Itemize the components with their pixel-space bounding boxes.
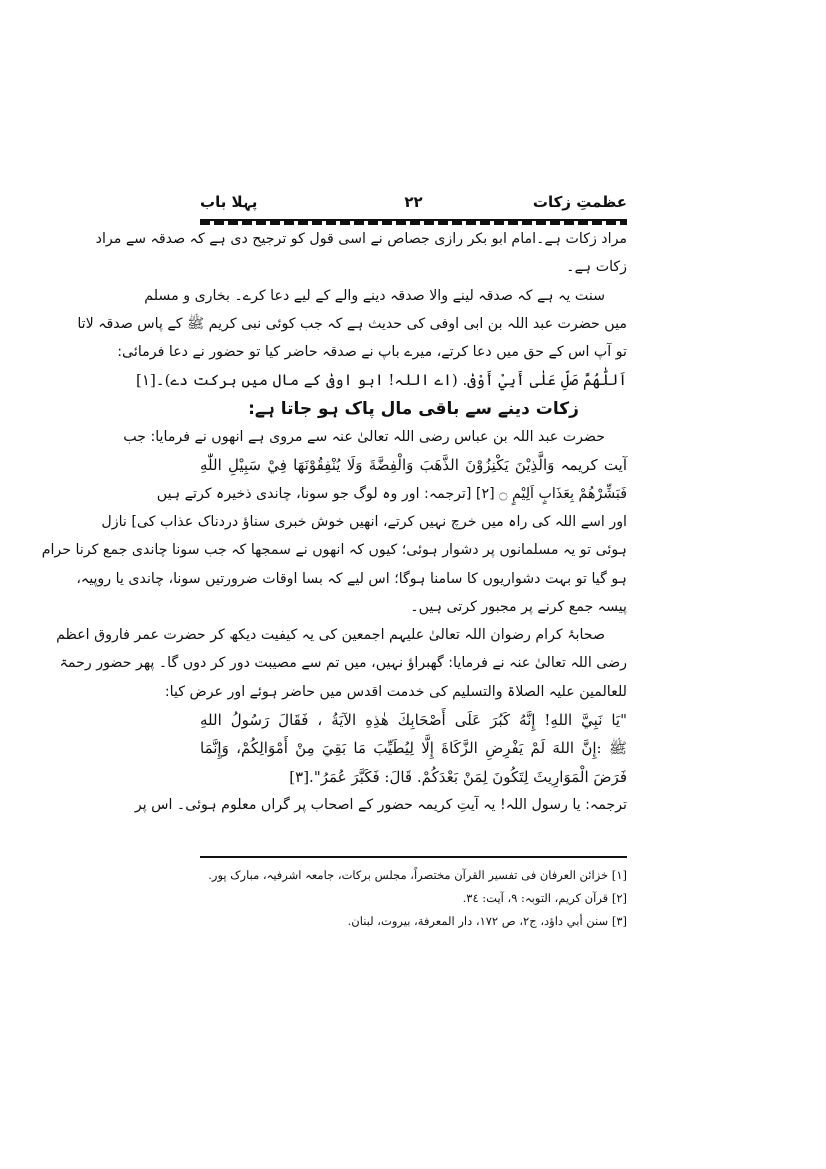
- chapter-title: پہلا باب: [200, 193, 258, 211]
- text-line: حضرت عبد اللہ بن عباس رضی اللہ تعالیٰ عنہ سے مروی ہے انھوں نے فرمایا: جب: [123, 429, 605, 446]
- text-line: للعالمین علیہ الصلاۃ والتسلیم کی خدمت اقدس میں حاضر ہوئے اور عرض کیا:: [164, 683, 627, 700]
- hadith-line: "يَا نَبِيَّ اللهِ! إِنَّهُ كَبُرَ عَلَى أَصْحَابِكَ هٰذِهِ الآيَةُ ، فَقَالَ رَسُولُ اللهِ: [200, 711, 627, 730]
- text-line: مراد زکات ہے۔امام ابو بکر رازی جصاص نے اسی قول کو ترجیح دی ہے کہ صدقہ سے مراد: [95, 231, 627, 247]
- text-line: پیسہ جمع کرنے پر مجبور کرتی ہیں۔: [410, 598, 627, 615]
- text-line: سنت یہ ہے کہ صدقہ لینے والا صدقہ دینے والے کے لیے دعا کرے۔ بخاری و مسلم: [144, 287, 605, 304]
- footnote: [۲] قرآن کریم، التوبہ: ۹، آیت: ۳٤.: [462, 891, 627, 905]
- body-text: [41, 225, 627, 819]
- page-header: [200, 193, 627, 217]
- footnote-divider: [200, 856, 627, 858]
- text-line: رضی اللہ تعالیٰ عنہ نے فرمایا: گھبراؤ نہیں، میں تم سے مصیبت دور کر دوں گا۔ پھر حضور رحمۃ: [59, 655, 627, 672]
- text-line: میں حضرت عبد اللہ بن ابی اوفی کی حدیث ہے کہ جب کوئی نبی کریم ﷺ کے پاس صدقہ لاتا: [77, 315, 627, 332]
- page-number: ۲۲: [404, 193, 423, 211]
- text-line: صحابۂ کرام رضوان اللہ تعالیٰ علیہم اجمعین کی یہ کیفیت دیکھ کر حضرت عمر فاروق اعظم: [56, 627, 605, 644]
- text-line: ہو گیا تو بہت دشواریوں کا سامنا ہوگا؛ اس لیے کہ بسا اوقات ضرورتیں سونا، چاندی یا روپیہ،: [76, 570, 627, 587]
- book-title: عظمتِ زکات: [532, 193, 627, 211]
- arabic-line: اَللّٰهُمَّ صَلِّ عَلٰى أَبِيْ أَوْفٰى. (اے اللہ! ابو اوفیٰ کے مال میں برکت دے)۔[۱]: [136, 371, 627, 390]
- text-line: تو آپ اس کے حق میں دعا کرتے، میرے باپ نے صدقہ حاضر کیا تو حضور نے دعا فرمائی:: [117, 344, 627, 361]
- section-heading: زکات دینے سے باقی مال پاک ہو جاتا ہے:: [248, 398, 579, 419]
- quran-verse-line: آیت کریمہ وَالَّذِيْنَ يَكْنِزُوْنَ الذَّهَبَ وَالْفِضَّةَ وَلَا يُنْفِقُوْنَهَا فِيْ سَبِيْلِ اللّٰهِ: [200, 456, 627, 475]
- footnotes: [200, 864, 627, 933]
- hadith-line: فَرَضَ الْمَوَارِيثَ لِتَكُونَ لِمَنْ بَعْدَكُمْ. قَالَ: فَكَبَّرَ عُمَرُ".[۳]: [289, 767, 627, 786]
- text-line: ہوئی تو یہ مسلمانوں پر دشوار ہوئی؛ کیوں کہ انھوں نے سمجھا کہ جب سونا چاندی جمع کرنا حرام: [41, 542, 627, 559]
- text-line: فَبَشِّرْهُمْ بِعَذَابٍ اَلِيْمٍ ۝ [۲] [ترجمہ: اور وہ لوگ جو سونا، چاندی ذخیرہ کرتے ہیں: [156, 485, 627, 502]
- text-line: اور اسے اللہ کی راہ میں خرچ نہیں کرتے، انھیں خوش خبری سناؤ دردناک عذاب کی] نازل: [101, 513, 627, 530]
- translation-line: ترجمہ: یا رسول اللہ! یہ آیتِ کریمہ حضور کے اصحاب پر گراں معلوم ہوئی۔ اس پر: [134, 796, 627, 813]
- text-line: زکات ہے۔: [566, 259, 627, 276]
- footnote: [۱] خزائن العرفان فی تفسیر القرآن مختصراً، مجلس برکات، جامعہ اشرفیہ، مبارک پور.: [208, 868, 627, 882]
- hadith-line: ﷺ :إِنَّ اللهَ لَمْ يَفْرِضِ الزَّكَاةَ إِلَّا لِيُطَيِّبَ مَا بَقِيَ مِنْ أَمْوَالِكُمْ، وَإِنَّمَا: [200, 739, 627, 758]
- footnote: [۳] سنن أبي داؤد، ج۲، ص ۱۷۲، دار المعرفة، بیروت، لبنان.: [347, 914, 627, 928]
